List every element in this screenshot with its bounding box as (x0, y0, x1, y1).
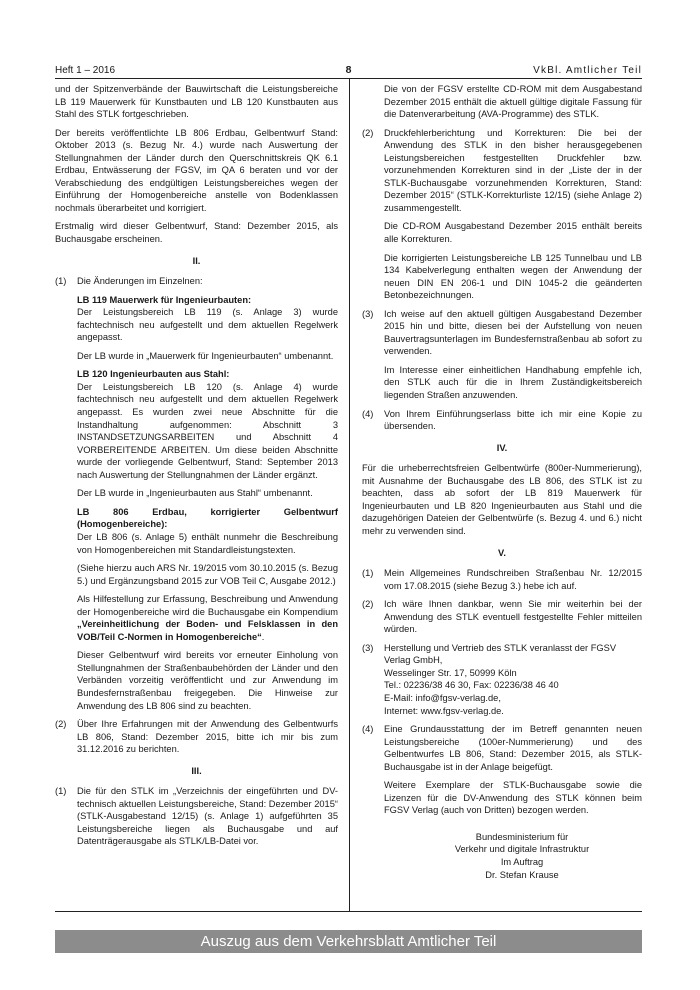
item-text: Die für den STLK im „Verzeichnis der eingeführten und DV-technisch aktuellen Leistungsbereiche, Stand: Dezember 2015“ (STLK-Ausgabestand 12/15) (s. Anlage 1) aufgeführten 35 Leistungsbereiche liegen als Buchausgabe und auf Datenträgerausgabe als STLK/LB-Datei vor. (77, 786, 338, 847)
section-heading-iii: III. (191, 765, 202, 776)
numbered-item (362, 723, 642, 817)
signature-ministry: Bundesministerium für (475, 831, 569, 842)
paragraph: Für die urheberrechtsfreien Gelbentwürfe (800er-Nummerierung), mit Ausnahme der Buchausgabe des LB 806, des STLK ist zu beachten, dass ab sofort der LB 819 Mauerwerk für Ingenieurbauten und LB 820 Ingenieurbauten aus Stahl und die dazugehörigen Dateien der Gelbentwürfe (s. Bezug 4. und 6.) nicht mehr zu verwenden sind. (362, 463, 642, 536)
item-number: (3) (362, 308, 374, 319)
item-number: (1) (55, 276, 67, 287)
footer-banner: Auszug aus dem Verkehrsblatt Amtlicher Teil (55, 930, 642, 953)
item-number: (1) (55, 786, 67, 797)
item-number: (4) (362, 724, 374, 735)
numbered-item (55, 785, 338, 848)
item-number: (3) (362, 642, 374, 653)
publisher-contact (384, 642, 642, 717)
contact-email: E-Mail: info@fgsv-verlag.de, (384, 692, 501, 703)
contact-website: Internet: www.fgsv-verlag.de. (384, 705, 504, 716)
contact-address: Wesselinger Str. 17, 50999 Köln (384, 667, 517, 678)
contact-phone: Tel.: 02236/38 46 30, Fax: 02236/38 46 40 (384, 680, 559, 691)
signature-authority: Im Auftrag (500, 857, 544, 868)
column-divider (349, 79, 350, 911)
numbered-item (362, 408, 642, 433)
paragraph (77, 593, 338, 643)
lb119-block (77, 294, 338, 712)
paragraph: und der Spitzenverbände der Bauwirtschaft die Leistungsbereiche LB 119 Mauerwerk für Kunstbauten und LB 120 Kunstbauten aus Stahl des STLK fortgeschrieben. (55, 84, 338, 120)
item-text: Ich wäre Ihnen dankbar, wenn Sie mir weiterhin bei der Anwendung des STLK eventuell festgestellte Fehler mitteilen würden. (384, 599, 642, 635)
signature-name: Dr. Stefan Krause (485, 869, 559, 880)
numbered-item (55, 718, 338, 756)
numbered-item (362, 642, 642, 717)
paragraph: Die CD-ROM Ausgabestand Dezember 2015 enthält bereits alle Korrekturen. (384, 221, 642, 245)
paragraph: Der LB wurde in „Ingenieurbauten aus Stahl“ umbenannt. (77, 488, 313, 499)
paragraph: Der LB 806 (s. Anlage 5) enthält nunmehr die Beschreibung von Homogenbereichen mit Standardleistungstexten. (77, 531, 338, 555)
paragraph: Dieser Gelbentwurf wird bereits vor erneuter Einholung von Stellungnahmen der Straßenbaubehörden der Länder und den Verbänden vorzeitig veröffentlicht und zur Anwendung im Bundesfernstraßenbau freigegeben. Die Hinweise zur Anwendung des LB 806 sind zu beachten. (77, 650, 338, 711)
page-header (55, 62, 642, 78)
issue-label: Heft 1 – 2016 (55, 64, 116, 76)
item-text: Die Änderungen im Einzelnen: (77, 276, 203, 287)
lb806-heading: LB 806 Erdbau, korrigierter Gelbentwurf (Homogenbereiche): (77, 506, 338, 530)
item-number: (1) (362, 568, 374, 579)
paragraph: Der LB wurde in „Mauerwerk für Ingenieurbauten“ umbenannt. (77, 350, 334, 361)
paragraph: Druckfehlerberichtung und Korrekturen: Die bei der Anwendung des STLK in den bisher herausgegebenen Leistungsbereichen festgestellten Druckfehler bzw. vorzunehmenden Korrekturen sind in der „Liste der in der STLK-Buchausgabe vorzunehmenden Korrekturen, Stand: Dezember 2015“ (STLK-Korrekturliste 12/15) (siehe Anlage 2) zusammengestellt. (384, 127, 642, 213)
lb120-heading: LB 120 Ingenieurbauten aus Stahl: (77, 369, 230, 380)
section-heading-ii: II. (192, 255, 201, 266)
item-number: (2) (362, 127, 374, 138)
paragraph: (Siehe hierzu auch ARS Nr. 19/2015 vom 30.10.2015 (s. Bezug 5.) und Ergänzungsband 2015 zur VOB Teil C, Ausgabe 2012.) (77, 563, 338, 586)
publication-label: VkBl. Amtlicher Teil (533, 64, 642, 76)
item-number: (2) (55, 719, 67, 730)
lb119-heading: LB 119 Mauerwerk für Ingenieurbauten: (77, 294, 252, 305)
bottom-rule (55, 911, 642, 912)
numbered-item (362, 567, 642, 592)
paragraph: Die korrigierten Leistungsbereiche LB 125 Tunnelbau und LB 134 Kabelverlegung enthalten wegen der Anwendung der neuen DIN EN 206-1 und DIN 1045-2 die geänderten Betonbezeichnungen. (384, 252, 642, 301)
item-text: Von Ihrem Einführungserlass bitte ich mir eine Kopie zu übersenden. (384, 408, 642, 432)
paragraph: Der Leistungsbereich LB 119 (s. Anlage 3) wurde fachtechnisch neu aufgestellt und dem aktuellen Regelwerk angepasst. (77, 307, 338, 343)
item-body (384, 723, 642, 817)
section-heading-v: V. (498, 547, 506, 558)
paragraph: Erstmalig wird dieser Gelbentwurf, Stand: Dezember 2015, als Buchausgabe erscheinen. (55, 221, 338, 245)
paragraph: Im Interesse einer einheitlichen Handhabung empfehle ich, den STLK auch für die in Ihrem Zuständigkeitsbereich liegenden Straßen anzuwenden. (384, 364, 642, 401)
page-number: 8 (345, 64, 352, 76)
numbered-item (362, 598, 642, 636)
section-heading-iv: IV. (496, 442, 508, 453)
item-text: Über Ihre Erfahrungen mit der Anwendung des Gelbentwurfs LB 806, Stand: Dezember 2015, bitte ich mir bis zum 31.12.2016 zu berichten. (77, 719, 338, 755)
paragraph: Eine Grundausstattung der im Betreff genannten neuen Leistungsbereiche (100er-Nummerierung) und des Gelbentwurfes LB 806, Stand: Dezember 2015, als STLK-Buchausgabe ist in der Anlage beigefügt. (384, 724, 642, 772)
numbered-item (362, 127, 642, 302)
signature-block (362, 831, 642, 881)
paragraph: Die von der FGSV erstellte CD-ROM mit dem Ausgabestand Dezember 2015 enthält die aktuell gültige digitale Fassung für die Datenverarbeitung (AVA-Programme) des STLK. (384, 84, 642, 120)
text-run: . (261, 631, 265, 642)
paragraph: Ich weise auf den aktuell gültigen Ausgabestand Dezember 2015 hin und bitte, diesen bei der Aufstellung von neuen Bauvertragsunterlagen im Bundesfernstraßenbau ab sofort zu verwenden. (384, 308, 642, 357)
contact-line: Herstellung und Vertrieb des STLK veranlasst der FGSV Verlag GmbH, (384, 642, 617, 666)
item-number: (2) (362, 599, 374, 610)
numbered-item (362, 308, 642, 402)
signature-ministry-dept: Verkehr und digitale Infrastruktur (454, 844, 590, 855)
compendium-title: „Vereinheitlichung der Boden- und Felsklassen in den VOB/Teil C-Normen in Homogenbereiche“ (77, 619, 338, 642)
numbered-item (55, 275, 338, 288)
text-run: Als Hilfestellung zur Erfassung, Beschreibung und Anwendung der Homogenbereiche wird die Buchausgabe ein Kompendium (77, 594, 338, 617)
paragraph: Der Leistungsbereich LB 120 (s. Anlage 4) wurde fachtechnisch neu aufgestellt und dem aktuellen Regelwerk angepasst. Es wurden zwei neue Abschnitte für die Instandhaltung aufgenommen: Abschnitt 3 INSTANDSETZUNGSARBEITEN und Abschnitt 4 VORBEREITENDE ARBEITEN. Um diese beiden Abschnitte wurde der vorliegende Gelbentwurf, Stand: September 2013 nach Auswertung der Stellungnahmen der Länder ergänzt. (77, 381, 338, 480)
paragraph: Der bereits veröffentlichte LB 806 Erdbau, Gelbentwurf Stand: Oktober 2013 (s. Bezug Nr. 4.) wurde nach Auswertung der Stellungnahmen der Länder durch den Querschnittskreis QK 6.1 Erdbau, Entwässerung der FGSV, im QA 6 beraten und vor der Verabschiedung des endgültigen Leistungsbereiches wegen der Einführung der Homogenbereiche anstelle von Bodenklassen nochmals überarbeitet und korrigiert. (55, 127, 338, 213)
item-body (384, 308, 642, 402)
paragraph: Weitere Exemplare der STLK-Buchausgabe sowie die Lizenzen für die DV-Anwendung des STLK können beim FGSV Verlag (auch von Dritten) bezogen werden. (384, 780, 642, 816)
item-text: Mein Allgemeines Rundschreiben Straßenbau Nr. 12/2015 vom 17.08.2015 (siehe Bezug 3.) hebe ich auf. (384, 568, 642, 591)
item-body (384, 127, 642, 302)
right-column (362, 83, 642, 881)
left-column (55, 83, 338, 854)
item-number: (4) (362, 408, 374, 419)
